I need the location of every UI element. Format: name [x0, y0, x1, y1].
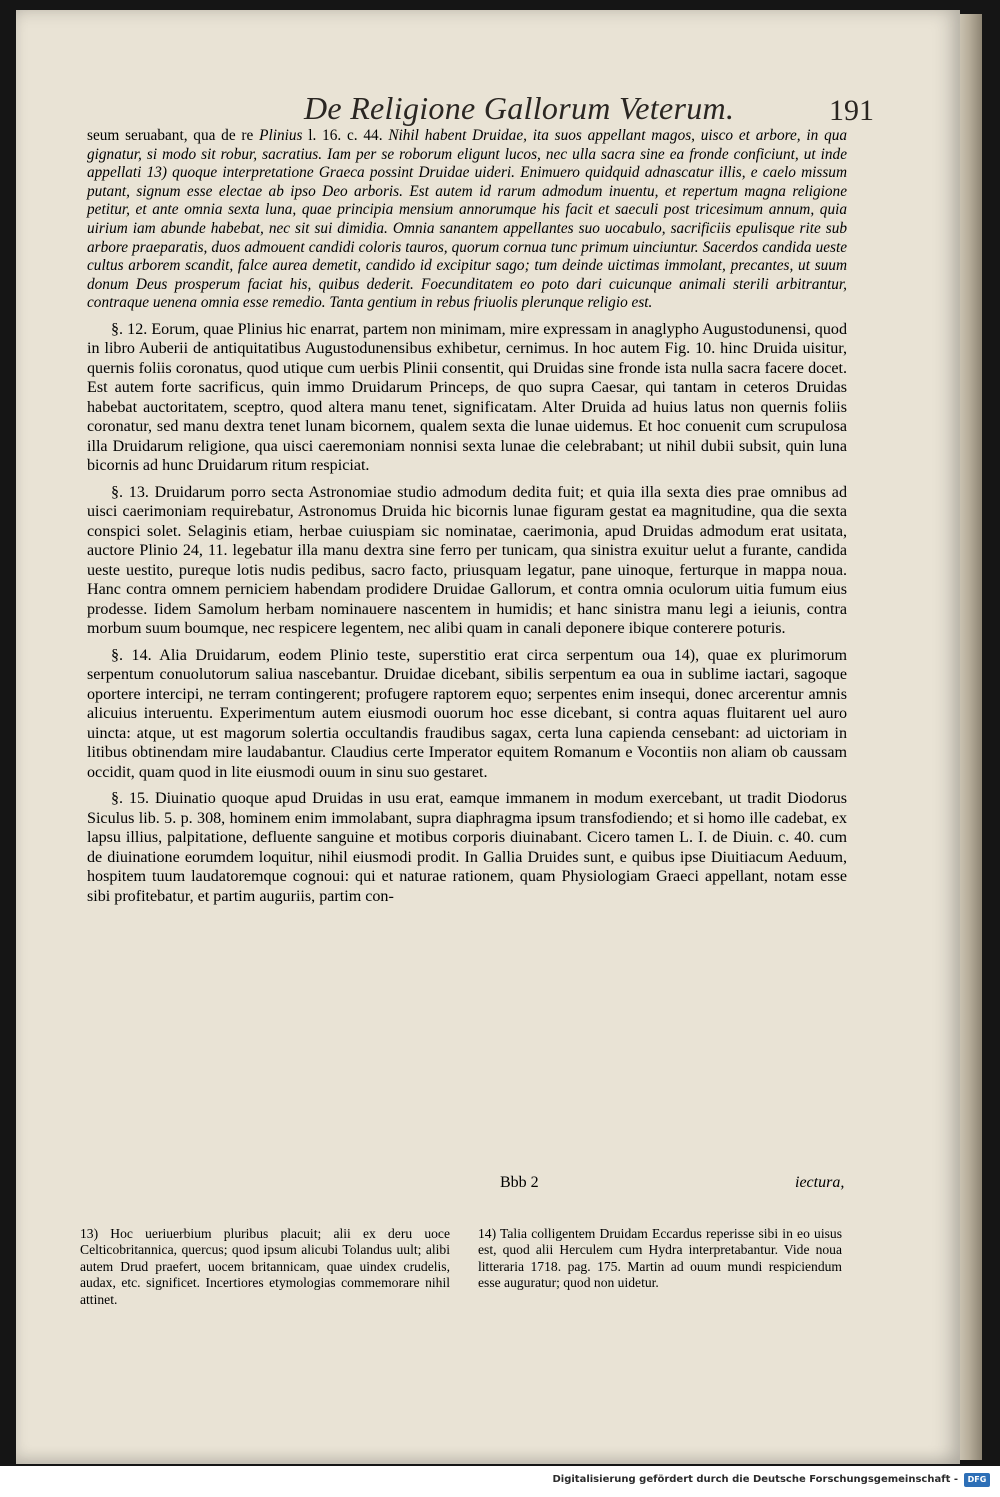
section-15: §. 15. Diuinatio quoque apud Druidas in usu erat, eamque immanem in modum exercebant, ut tradit Diodorus Siculus lib. 5. p. 308, hominem enim immolabant, supra diaphragma ipsum transfodiendo; et si homo ille cadebat, ex lapsu illius, palpitatione, defluente sanguine et motibus corporis diuinabant. Cicero tamen L. I. de Diuin. c. 40. cum de diuinatione eorumdem loquitur, nihil eiusmodi prodit. In Gallia Druides sunt, e quibus ipse Diuitiacum Aeduum, hospitem tuum laudatoremque cognoui: qui et naturae rationem, quam Physiologiam Graeci appellant, notam esse sibi profitebatur, et partim auguriis, partim con- — [87, 790, 847, 905]
body-text — [87, 127, 847, 906]
signature-mark: Bbb 2 — [500, 1174, 539, 1191]
footnote-14: 14) Talia colligentem Druidam Eccardus reperisse sibi in eo uisus est, quod alii Herculem cum Hydra interpretabantur. Vide noua litteraria 1718. pag. 175. Martin ad ouum mundi respiciendum esse auguratur; quod non uidetur. — [478, 1226, 842, 1291]
catchword: iectura, — [795, 1174, 845, 1191]
running-title: De Religione Gallorum Veterum. — [304, 90, 735, 126]
quote-text: Nihil habent Druidae, ita suos appellant magos, uisco et arbore, in qua gignatur, si modo sit robur, sacratius. Iam per se roborum eligunt lucos, nec ulla sacra sine ea fronde conficiunt, ut inde appellati 13) quoque interpretatione Graeca possint Druidae uideri. Enimuero quidquid adnascatur illis, e caelo missum putant, signum esse electae ab ipso Deo arboris. Est autem id rarum admodum inuentu, et repertum magna religione petitur, et ante omnia sexta luna, quae principia mensium annorumque his facit et saeculi post tricesimum annum, quia uirium iam abunde habebat, nec sit sui dimidia. Omnia sanantem appellantes suo uocabulo, sacrificiis epulisque rite sub arbore praeparatis, duos admouent candidi coloris tauros, quorum cornua tunc primum uinciuntur. Sacerdos candida ueste cultus arborem scandit, falce aurea demetit, candido id excipitur sago; tum deinde uictimas immolant, precantes, ut suum donum Deus prosperum faciat his, quibus dederit. Foecunditatem eo poto dari cuicunque animali sterili arbitrantur, contraque uenena omnia esse remedio. Tanta gentium in rebus friuolis plerunque religio est. — [87, 127, 848, 312]
quote-ref: l. 16. c. 44. — [308, 127, 383, 144]
section-14: §. 14. Alia Druidarum, eodem Plinio teste, superstitio erat circa serpentum oua 14), quae ex plurimorum serpentum conuolutorum saliua nascebantur. Druidae dicebant, sibilis serpentum ea oua in sublime iactari, sagoque oportere intercipi, ne terram contingerent; profugere raptorem equo; serpentes enim insequi, donec arcerentur amnis alicuius interuentu. Experimentum autem eiusmodi ouorum hoc esse dicebant, si contra aquas fluitarent uel auro uincta: atque, ut est magorum solertia occultandis fraudibus sagax, certa luna capienda censebant: ad uictoriam in litibus obtinendam mire laudabantur. Claudius certe Imperator equitem Romanum e Vocontiis non aliam ob caussam occidit, quam quod in lite eiusmodi ouum in sinu suo gestaret. — [87, 646, 847, 781]
quote-intro: seum seruabant, qua de re — [87, 127, 254, 144]
page-edge — [960, 14, 982, 1460]
digitization-footer — [0, 1466, 1000, 1497]
pliny-quote-paragraph — [87, 127, 847, 313]
section-13: §. 13. Druidarum porro secta Astronomiae studio admodum dedita fuit; et quia illa sexta dies prae omnibus ad uisci caerimoniam requirebatur, Astronomus Druida hic bicornis lunae figuram gestat ea magnitudine, qua die sexta conspici solet. Selaginis etiam, herbae cuiuspiam sic nominatae, caerimonia, apud Druidas admodum erat usitata, auctore Plinio 24, 11. legebatur illa manu dextra sine ferro per tunicam, qua sinistra exuitur uelut a furante, candida ueste uestito, pureque lotis nudis pedibus, sacro facto, priusquam legatur, pane uinoque, ferturque in mappa noua. Hanc contra omnem perniciem habendam prodidere Druidae Gallorum, et contra omnia oculorum uitia fumum eius prodesse. Iidem Samolum herbam nominauere nascentem in humidis; et hanc sinistra manu legi a ieiunis, contra morbum suum boumque, nec respicere legentem, nec alibi quam in canali deponere ibique conterere poturis. — [87, 483, 847, 638]
footnote-13: 13) Hoc ueriuerbium pluribus placuit; alii ex deru uoce Celticobritannica, quercus; quod ipsum alicubi Tolandus uult; alibi autem Drud praefert, uocem britannicam, quae uindex crudelis, audax, etc. significet. Incertiores etymologias commemorare nihil attinet. — [80, 1226, 450, 1307]
quote-ref-author: Plinius — [259, 127, 303, 144]
page-number: 191 — [829, 94, 874, 127]
funding-notice: Digitalisierung gefördert durch die Deutsche Forschungsgemeinschaft - — [552, 1474, 958, 1485]
dfg-logo-icon: DFG — [964, 1473, 990, 1487]
section-12: §. 12. Eorum, quae Plinius hic enarrat, partem non minimam, mire expressam in anaglypho Augustodunensi, quod in libro Auberii de antiquitatibus Augustodunensibus exhibetur, cernimus. In hoc autem Fig. 10. hinc Druida uisitur, quernis foliis coronatus, quod utique cum uerbis Plinii consentit, qui Druidas sine fronde ista nulla sacra facere docet. Est autem forte sacrificus, quin immo Druidarum Princeps, de quo supra Caesar, qui tantam in ceteros Druidas habebat auctoritatem, sceptro, quod altera manu tenet, significatam. Alter Druida ad huius latus non quernis foliis coronatur, sed manu dextra tenet lunam bicornem, qualem sexta die lunae uidemus. Et hoc conuenit cum scrupulosa illa Druidarum religione, qua uisci caeremoniam nonnisi sexta lunae die celebrabant; ut nihil dubii subsit, quin luna bicornis ad hunc Druidarum ritum respiciat. — [87, 320, 847, 475]
